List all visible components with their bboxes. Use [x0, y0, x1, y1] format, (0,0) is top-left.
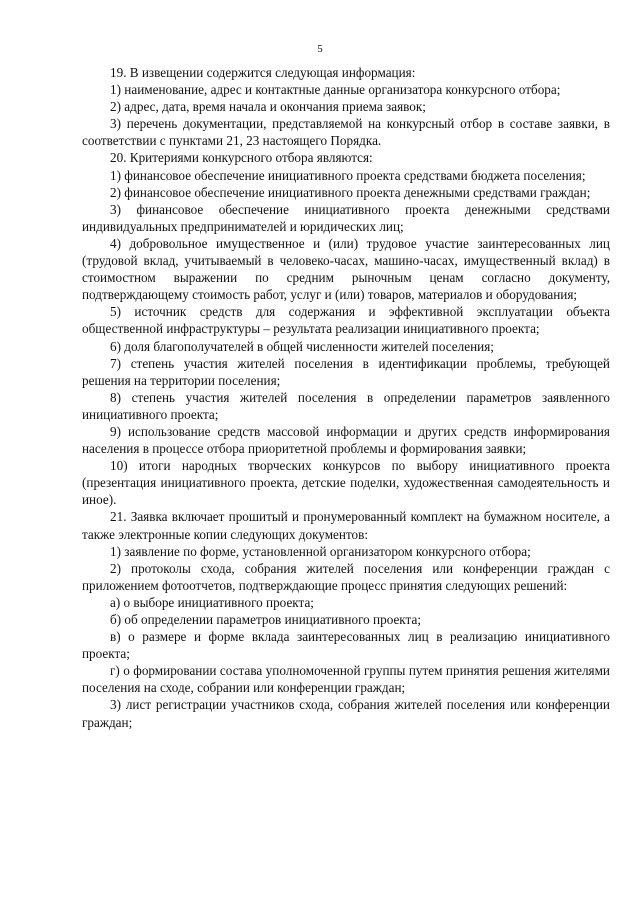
paragraph-20-item-5: 5) источник средств для содержания и эффективной эксплуатации объекта общественной инфраструктуры – результата реализации инициативного проекта;	[82, 304, 610, 337]
paragraph-21-item-2-v: в) о размере и форме вклада заинтересованных лиц в реализацию инициативного проекта;	[82, 629, 610, 662]
paragraph-21-item-2-g: г) о формировании состава уполномоченной группы путем принятия решения жителями поселения на сходе, собрании или конференции граждан;	[82, 663, 610, 696]
paragraph-19-item-3: 3) перечень документации, представляемой на конкурсный отбор в составе заявки, в соответствии с пунктами 21, 23 настоящего Порядка.	[82, 116, 610, 149]
paragraph-21-item-3: 3) лист регистрации участников схода, собрания жителей поселения или конференции граждан;	[82, 697, 610, 730]
paragraph-20-item-8: 8) степень участия жителей поселения в определении параметров заявленного инициативного проекта;	[82, 389, 610, 422]
paragraph-20-item-6: 6) доля благополучателей в общей численности жителей поселения;	[110, 338, 494, 354]
paragraph-21: 21. Заявка включает прошитый и пронумерованный комплект на бумажном носителе, а также электронные копии следующих документов:	[82, 509, 610, 542]
paragraph-20-item-1: 1) финансовое обеспечение инициативного проекта средствами бюджета поселения;	[110, 167, 586, 183]
paragraph-20-item-4: 4) добровольное имущественное и (или) трудовое участие заинтересованных лиц (трудовой вклад, учитываемый в человеко-часах, машино-часах, имущественный вклад) в стоимостном выражении по средним рыночным ценам согласно документу, подтверждающему стоимость работ, услуг и (или) товаров, материалов и оборудования;	[82, 235, 610, 303]
paragraph-19-item-2: 2) адрес, дата, время начала и окончания приема заявок;	[110, 99, 426, 115]
paragraph-19-item-1: 1) наименование, адрес и контактные данные организатора конкурсного отбора;	[110, 82, 561, 98]
document-body	[82, 64, 610, 731]
paragraph-20-item-3: 3) финансовое обеспечение инициативного проекта денежными средствами индивидуальных предпринимателей и юридических лиц;	[82, 201, 610, 234]
paragraph-21-item-2-a: а) о выборе инициативного проекта;	[110, 594, 314, 610]
paragraph-19: 19. В извещении содержится следующая информация:	[110, 65, 416, 80]
paragraph-20-item-7: 7) степень участия жителей поселения в идентификации проблемы, требующей решения на территории поселения;	[82, 355, 610, 388]
page-number: 5	[317, 43, 323, 55]
paragraph-20-item-10: 10) итоги народных творческих конкурсов по выбору инициативного проекта (презентация инициативного проекта, детские поделки, художественная самодеятельность и иное).	[82, 458, 610, 508]
paragraph-20: 20. Критериями конкурсного отбора являются:	[110, 150, 373, 166]
paragraph-21-item-2-b: б) об определении параметров инициативного проекта;	[110, 612, 421, 627]
paragraph-20-item-2: 2) финансовое обеспечение инициативного проекта денежными средствами граждан;	[110, 184, 591, 200]
paragraph-20-item-9: 9) использование средств массовой информации и других средств информирования населения в процессе отбора приоритетной проблемы и формирования заявки;	[82, 423, 610, 457]
paragraph-21-item-2: 2) протоколы схода, собрания жителей поселения или конференции граждан с приложением фотоотчетов, подтверждающие процесс принятия следующих решений:	[82, 560, 610, 593]
paragraph-21-item-1: 1) заявление по форме, установленной организатором конкурсного отбора;	[110, 543, 531, 559]
